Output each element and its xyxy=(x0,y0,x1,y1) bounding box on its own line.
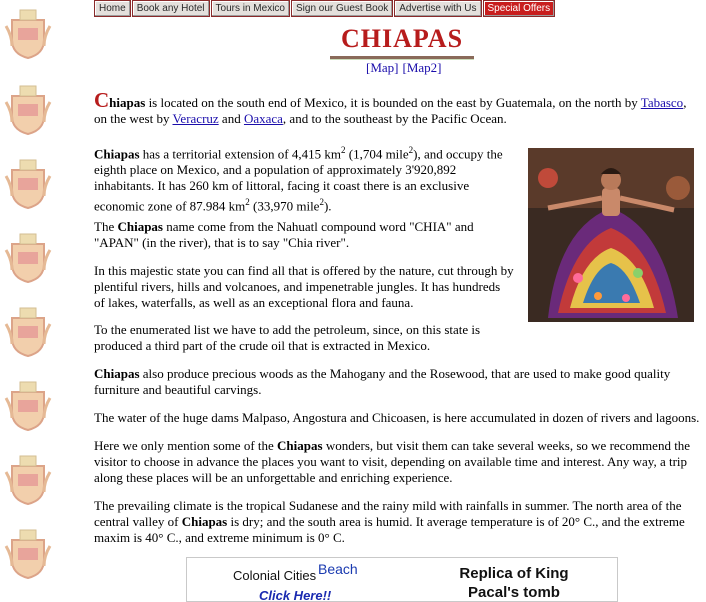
superscript: 2 xyxy=(408,145,414,155)
text: , and to the southeast by the Pacific Ocean. xyxy=(282,111,507,126)
state-name: Chiapas xyxy=(94,366,140,381)
map2-link[interactable]: [Map2] xyxy=(402,60,442,75)
text: also produce precious woods as the Mahogany and the Rosewood, that are used to make good quality furniture and beautiful carvings. xyxy=(94,366,671,397)
nature-paragraph: In this majestic state you can find all that is offered by the nature, cut through by plentiful rivers, hills and volcanoes, and impenetrable jungles. It has hundreds of lakes, waterfalls, as well as an exceptional flora and fauna. xyxy=(94,263,514,310)
ad-banner[interactable] xyxy=(186,557,618,602)
name-origin-paragraph xyxy=(94,219,514,251)
text: and xyxy=(218,111,244,126)
wonders-paragraph xyxy=(94,438,704,486)
coat-of-arms-icon xyxy=(4,82,52,136)
top-navigation xyxy=(94,0,556,17)
nav-guest-book-button[interactable]: Sign our Guest Book xyxy=(291,0,393,17)
territory-paragraph xyxy=(94,142,514,215)
nav-home-button[interactable]: Home xyxy=(94,0,131,17)
dams-paragraph: The water of the huge dams Malpaso, Angostura and Chicoasen, is here accumulated in dozen of rivers and lagoons. xyxy=(94,410,700,425)
state-name: Chiapas xyxy=(117,219,163,234)
nav-advertise-button[interactable]: Advertise with Us xyxy=(394,0,481,17)
text: is dry; and the south area is humid. It average temperature is of 20° C., and the extreme maxim is 40° C., and extreme minimum is 0° C. xyxy=(94,514,685,545)
text: has a territorial extension of 4,415 km xyxy=(139,146,341,162)
superscript: 2 xyxy=(319,197,324,208)
page-title: CHIAPAS xyxy=(340,24,464,53)
coat-of-arms-icon xyxy=(4,452,52,506)
superscript: 2 xyxy=(340,145,346,155)
coat-of-arms-icon xyxy=(4,230,52,284)
nav-tours-button[interactable]: Tours in Mexico xyxy=(211,0,290,17)
text: (33,970 mile xyxy=(249,198,320,214)
state-name: Chiapas xyxy=(94,146,140,162)
replica-tomb-title xyxy=(439,564,589,602)
replica-line-2: Pacal's tomb xyxy=(468,584,560,601)
click-here-link[interactable]: Click Here!! xyxy=(259,588,332,602)
petroleum-paragraph: To the enumerated list we have to add the petroleum, since, on this state is produced a third part of the crude oil that is extracted in Mexico. xyxy=(94,322,481,353)
climate-paragraph xyxy=(94,498,700,546)
map-link[interactable]: [Map] xyxy=(366,60,399,75)
coat-of-arms-icon xyxy=(4,156,52,210)
state-name: Chiapas xyxy=(277,438,323,453)
state-name: hiapas xyxy=(109,95,146,110)
coat-of-arms-icon xyxy=(4,304,52,358)
state-name: Chiapas xyxy=(181,514,228,529)
oaxaca-link[interactable]: Oaxaca xyxy=(243,111,283,126)
text: The prevailing climate is the tropical Sudanese and the rainy mild with rainfalls in summer. The north area of the central valley of xyxy=(94,498,682,529)
nav-special-offers-button[interactable]: Special Offers xyxy=(483,0,556,17)
text: is located on the south end of Mexico, it is bounded on the east by Guatemala, on the north by xyxy=(145,95,641,110)
text: ). xyxy=(323,198,332,214)
text: ), and occupy the eighth place on Mexico, and a population of approximately 3'920,892 inhabitants. It has 260 km of littoral, facing it coast there is an exclusive economic zone of 87.984 km xyxy=(94,146,503,214)
drop-cap: C xyxy=(94,88,110,112)
beach-label: Beach xyxy=(318,561,358,577)
coat-of-arms-icon xyxy=(4,526,52,580)
intro-paragraph xyxy=(94,88,700,127)
veracruz-link[interactable]: Veracruz xyxy=(172,111,219,126)
title-block xyxy=(330,24,474,60)
text: name come from the Nahuatl compound word "CHIA" and "APAN" (in the river), that is to say "Chia river". xyxy=(94,219,474,250)
text: , on the west by xyxy=(94,95,687,126)
text: Here we only mention some of the xyxy=(94,438,278,453)
replica-line-1: Replica of King xyxy=(459,565,569,582)
nav-book-hotel-button[interactable]: Book any Hotel xyxy=(132,0,210,17)
folk-dancer-photo xyxy=(528,148,694,322)
colonial-cities-label: Colonial Cities xyxy=(233,568,317,583)
coat-of-arms-icon xyxy=(4,378,52,432)
tabasco-link[interactable]: Tabasco xyxy=(640,95,684,110)
map-links xyxy=(366,60,446,76)
crest-column xyxy=(0,0,60,600)
text: The xyxy=(94,219,118,234)
coat-of-arms-icon xyxy=(4,6,52,60)
woods-paragraph xyxy=(94,366,700,398)
superscript: 2 xyxy=(245,197,250,208)
text: (1,704 mile xyxy=(345,146,409,162)
text: wonders, but visit them can take several weeks, so we recommend the visitor to choose in advance the places you want to visit, depending on available time and interest. Any way, a trip along these places will be an unforgettable and enriching experience. xyxy=(94,438,691,485)
